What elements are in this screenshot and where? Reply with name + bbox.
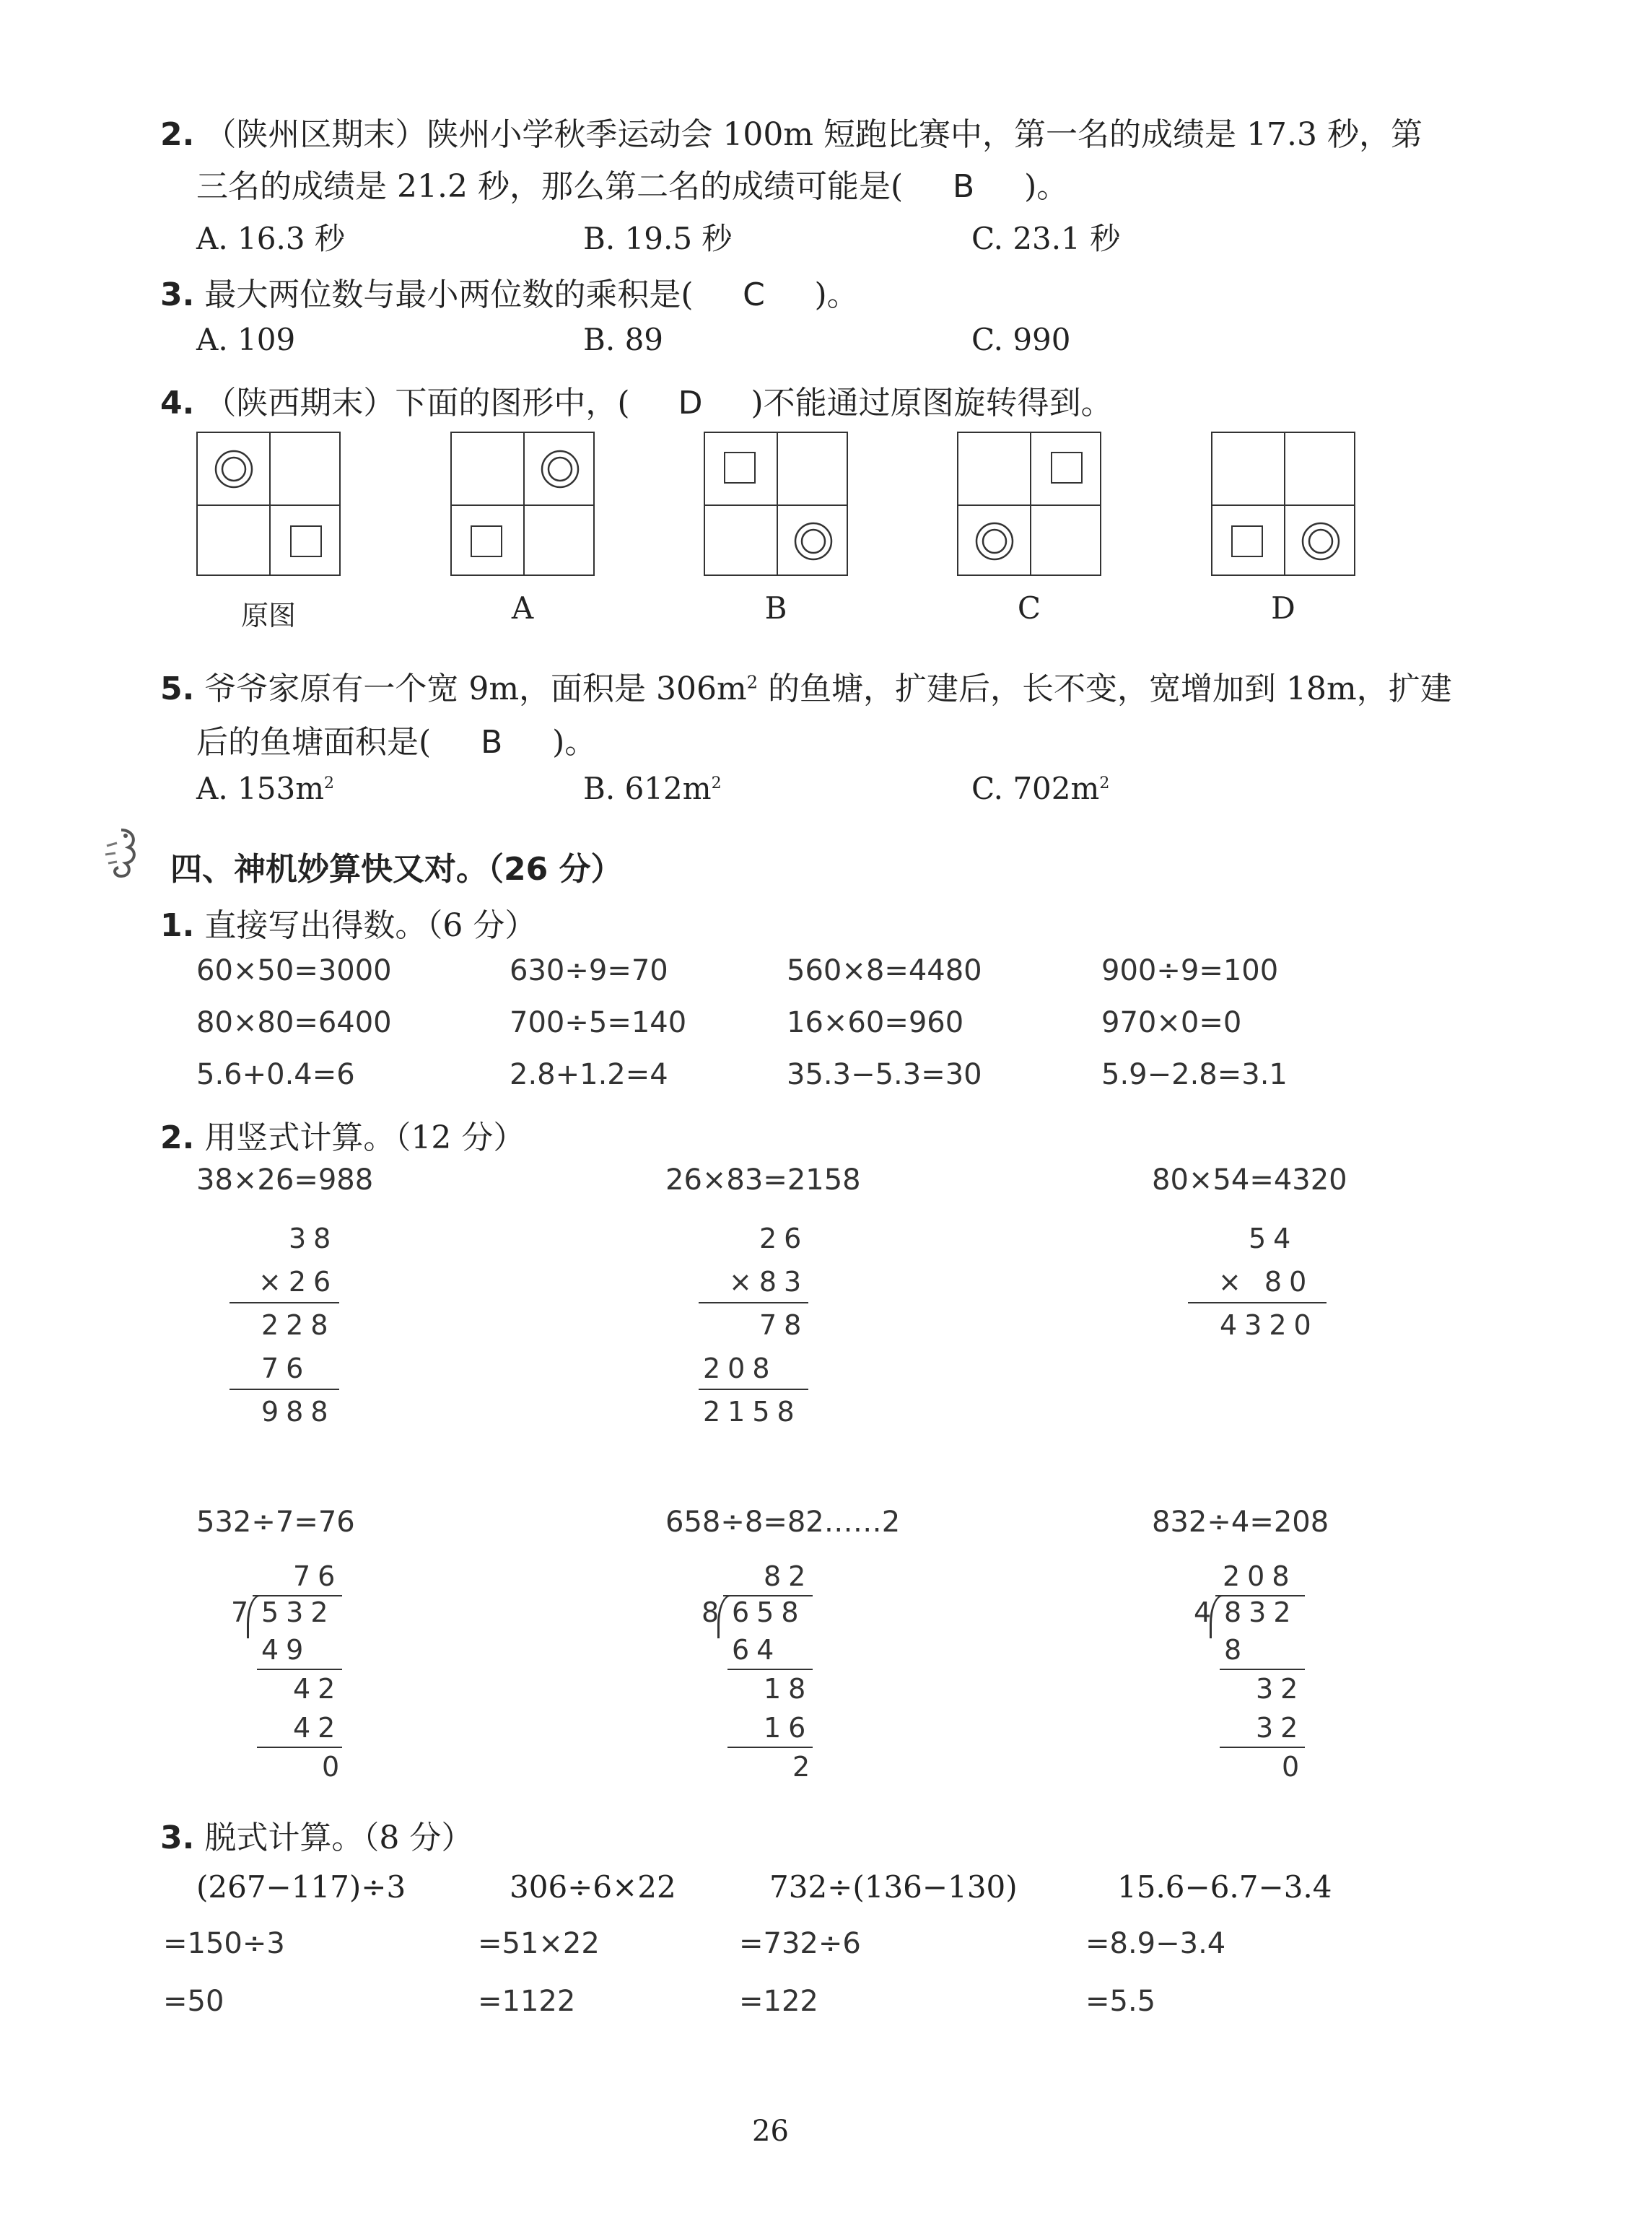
dividend: 658 <box>732 1596 806 1628</box>
q3-text: 最大两位数与最小两位数的乘积是( <box>204 276 694 313</box>
figure-a <box>450 432 595 576</box>
q3-text-end: )。 <box>814 276 859 313</box>
section4-title: 四、神机妙算快又对。（26 分） <box>170 851 623 888</box>
div-equation: 658÷8=82……2 <box>665 1506 901 1539</box>
quotient: 76 <box>293 1560 343 1592</box>
q2-number: 2. <box>160 116 195 153</box>
figure-c <box>957 432 1101 576</box>
divisor: 4 <box>1194 1596 1219 1628</box>
calc-line: 988 <box>261 1396 336 1428</box>
calc-line: 4320 <box>1220 1309 1319 1341</box>
q2-text-end: )。 <box>1024 168 1069 205</box>
quotient: 82 <box>764 1560 813 1592</box>
calc-line: 2158 <box>703 1396 802 1428</box>
q5-line1 <box>160 663 1452 709</box>
direct-calc: 700÷5=140 <box>510 1006 687 1039</box>
q5-text-end: )。 <box>552 724 597 761</box>
calc-rule <box>1188 1302 1327 1303</box>
calc-rule <box>230 1389 339 1390</box>
calc-line: 49 <box>261 1634 311 1666</box>
calc-line: × 80 <box>1218 1266 1314 1298</box>
q5-text-1a: 爷爷家原有一个宽 9m，面积是 306m <box>204 670 747 707</box>
double-circle-icon <box>793 521 834 562</box>
stepwise-step: =8.9−3.4 <box>1085 1927 1226 1960</box>
calc-line: 78 <box>759 1309 809 1341</box>
stepwise-step: =732÷6 <box>739 1927 861 1960</box>
calc-rule <box>699 1389 808 1390</box>
calc-line: 32 <box>1256 1712 1306 1744</box>
divisor: 8 <box>702 1596 727 1628</box>
q5-number: 5. <box>160 670 195 707</box>
calc-line: 26 <box>759 1223 809 1254</box>
calc-rule <box>699 1302 808 1303</box>
square-icon <box>1051 452 1083 484</box>
p1-number: 1. <box>160 907 195 944</box>
p3-number: 3. <box>160 1819 195 1856</box>
square-icon <box>724 452 756 484</box>
p2-number: 2. <box>160 1119 195 1156</box>
page-number: 26 <box>752 2115 789 2148</box>
q5-option-b: B. $612m^2$ <box>583 771 722 806</box>
mult-equation: 38×26=988 <box>196 1163 374 1197</box>
stepwise-result: =50 <box>163 1985 224 2018</box>
stepwise-result: =5.5 <box>1085 1985 1156 2018</box>
q2-line1 <box>160 108 1422 154</box>
calc-rule <box>257 1747 342 1748</box>
p1-title: 直接写出得数。（6 分） <box>204 907 537 944</box>
calc-rule <box>230 1302 339 1303</box>
mult-equation: 26×83=2158 <box>665 1163 861 1197</box>
seahorse-icon <box>92 824 150 882</box>
label-a: A <box>511 590 534 626</box>
calc-line: ×26 <box>258 1266 338 1298</box>
dividend: 832 <box>1224 1596 1298 1628</box>
direct-calc: 35.3−5.3=30 <box>787 1058 982 1091</box>
q4-line <box>160 377 1113 423</box>
q3-line <box>160 268 859 315</box>
div-equation: 832÷4=208 <box>1152 1506 1329 1539</box>
q2-answer: B <box>953 168 975 205</box>
p3-title: 脱式计算。（8 分） <box>204 1819 473 1856</box>
figure-b <box>704 432 848 576</box>
q4-number: 4. <box>160 385 195 421</box>
stepwise-step: =150÷3 <box>163 1927 285 1960</box>
calc-line: 38 <box>289 1223 338 1254</box>
label-original: 原图 <box>240 600 296 632</box>
direct-calc: 2.8+1.2=4 <box>510 1058 668 1091</box>
q2-option-b: B. 19.5 秒 <box>583 221 733 256</box>
q3-number: 3. <box>160 276 195 313</box>
stepwise-result: =1122 <box>478 1985 576 2018</box>
q2-option-c: C. 23.1 秒 <box>971 221 1121 256</box>
q5-text-1b: 的鱼塘，扩建后，长不变，宽增加到 18m，扩建 <box>758 670 1452 707</box>
calc-line: 8 <box>1224 1634 1249 1666</box>
q4-answer: D <box>678 385 703 421</box>
stepwise-step: =51×22 <box>478 1927 600 1960</box>
calc-line: 54 <box>1249 1223 1298 1254</box>
direct-calc: 970×0=0 <box>1101 1006 1242 1039</box>
label-d: D <box>1271 590 1295 626</box>
calc-line: 0 <box>1282 1751 1307 1783</box>
square-icon <box>471 525 502 557</box>
calc-line: 42 <box>293 1673 343 1705</box>
q3-option-c: C. 990 <box>971 322 1071 357</box>
mult-equation: 80×54=4320 <box>1152 1163 1347 1197</box>
calc-rule <box>727 1747 813 1748</box>
calc-line: 76 <box>261 1353 311 1384</box>
q3-option-a: A. 109 <box>196 322 296 357</box>
calc-line: 208 <box>703 1353 777 1384</box>
calc-line: 228 <box>261 1309 336 1341</box>
dividend: 532 <box>261 1596 336 1628</box>
q4-text: （陕西期末）下面的图形中，( <box>204 385 630 421</box>
q5-option-a: A. $153m^2$ <box>196 771 335 806</box>
calc-line: 18 <box>764 1673 813 1705</box>
stepwise-expression: (267−117)÷3 <box>196 1869 406 1905</box>
label-c: C <box>1017 590 1041 626</box>
q5-text-line2: 后的鱼塘面积是( <box>196 724 432 761</box>
calc-line: 16 <box>764 1712 813 1744</box>
stepwise-expression: 15.6−6.7−3.4 <box>1117 1869 1332 1905</box>
stepwise-expression: 732÷(136−130) <box>769 1869 1018 1905</box>
q4-text-end: )不能通过原图旋转得到。 <box>751 385 1113 421</box>
q5-option-c: C. $702m^2$ <box>971 771 1110 806</box>
direct-calc: 560×8=4480 <box>787 954 982 987</box>
direct-calc: 80×80=6400 <box>196 1006 392 1039</box>
figure-d <box>1211 432 1355 576</box>
double-circle-icon <box>540 449 580 489</box>
calc-rule <box>1220 1747 1305 1748</box>
direct-calc: 60×50=3000 <box>196 954 392 987</box>
direct-calc: 630÷9=70 <box>510 954 668 987</box>
divisor: 7 <box>231 1596 256 1628</box>
double-circle-icon <box>214 449 254 489</box>
double-circle-icon <box>974 521 1015 562</box>
calc-rule <box>257 1669 342 1670</box>
direct-calc: 16×60=960 <box>787 1006 964 1039</box>
stepwise-expression: 306÷6×22 <box>510 1869 676 1905</box>
calc-rule <box>727 1669 813 1670</box>
q3-answer: C <box>743 276 765 313</box>
q5-superscript: 2 <box>746 672 759 693</box>
q2-option-a: A. 16.3 秒 <box>196 221 345 256</box>
q2-text-line1: （陕州区期末）陕州小学秋季运动会 100m 短跑比赛中，第一名的成绩是 17.3 秒，第 <box>204 116 1422 153</box>
calc-line: 64 <box>732 1634 782 1666</box>
square-icon <box>290 525 322 557</box>
calc-line: 2 <box>792 1751 818 1783</box>
calc-line: 0 <box>322 1751 347 1783</box>
label-b: B <box>764 590 787 626</box>
div-equation: 532÷7=76 <box>196 1506 355 1539</box>
calc-line: 42 <box>293 1712 343 1744</box>
direct-calc: 5.6+0.4=6 <box>196 1058 355 1091</box>
square-icon <box>1231 525 1263 557</box>
calc-rule <box>1220 1669 1305 1670</box>
p3-heading <box>160 1812 473 1858</box>
original-figure <box>196 432 341 576</box>
q5-answer: B <box>481 724 503 761</box>
p2-heading <box>160 1111 525 1158</box>
q2-text-line2: 三名的成绩是 21.2 秒，那么第二名的成绩可能是( <box>196 168 904 205</box>
quotient: 208 <box>1223 1560 1297 1592</box>
q3-option-b: B. 89 <box>583 322 664 357</box>
q5-line2 <box>196 716 596 762</box>
calc-line: ×83 <box>729 1266 809 1298</box>
p2-title: 用竖式计算。（12 分） <box>204 1119 525 1156</box>
calc-line: 32 <box>1256 1673 1306 1705</box>
direct-calc: 5.9−2.8=3.1 <box>1101 1058 1288 1091</box>
stepwise-result: =122 <box>739 1985 818 2018</box>
p1-heading <box>160 899 536 945</box>
q2-line2 <box>196 160 1068 206</box>
double-circle-icon <box>1301 521 1341 562</box>
direct-calc: 900÷9=100 <box>1101 954 1279 987</box>
